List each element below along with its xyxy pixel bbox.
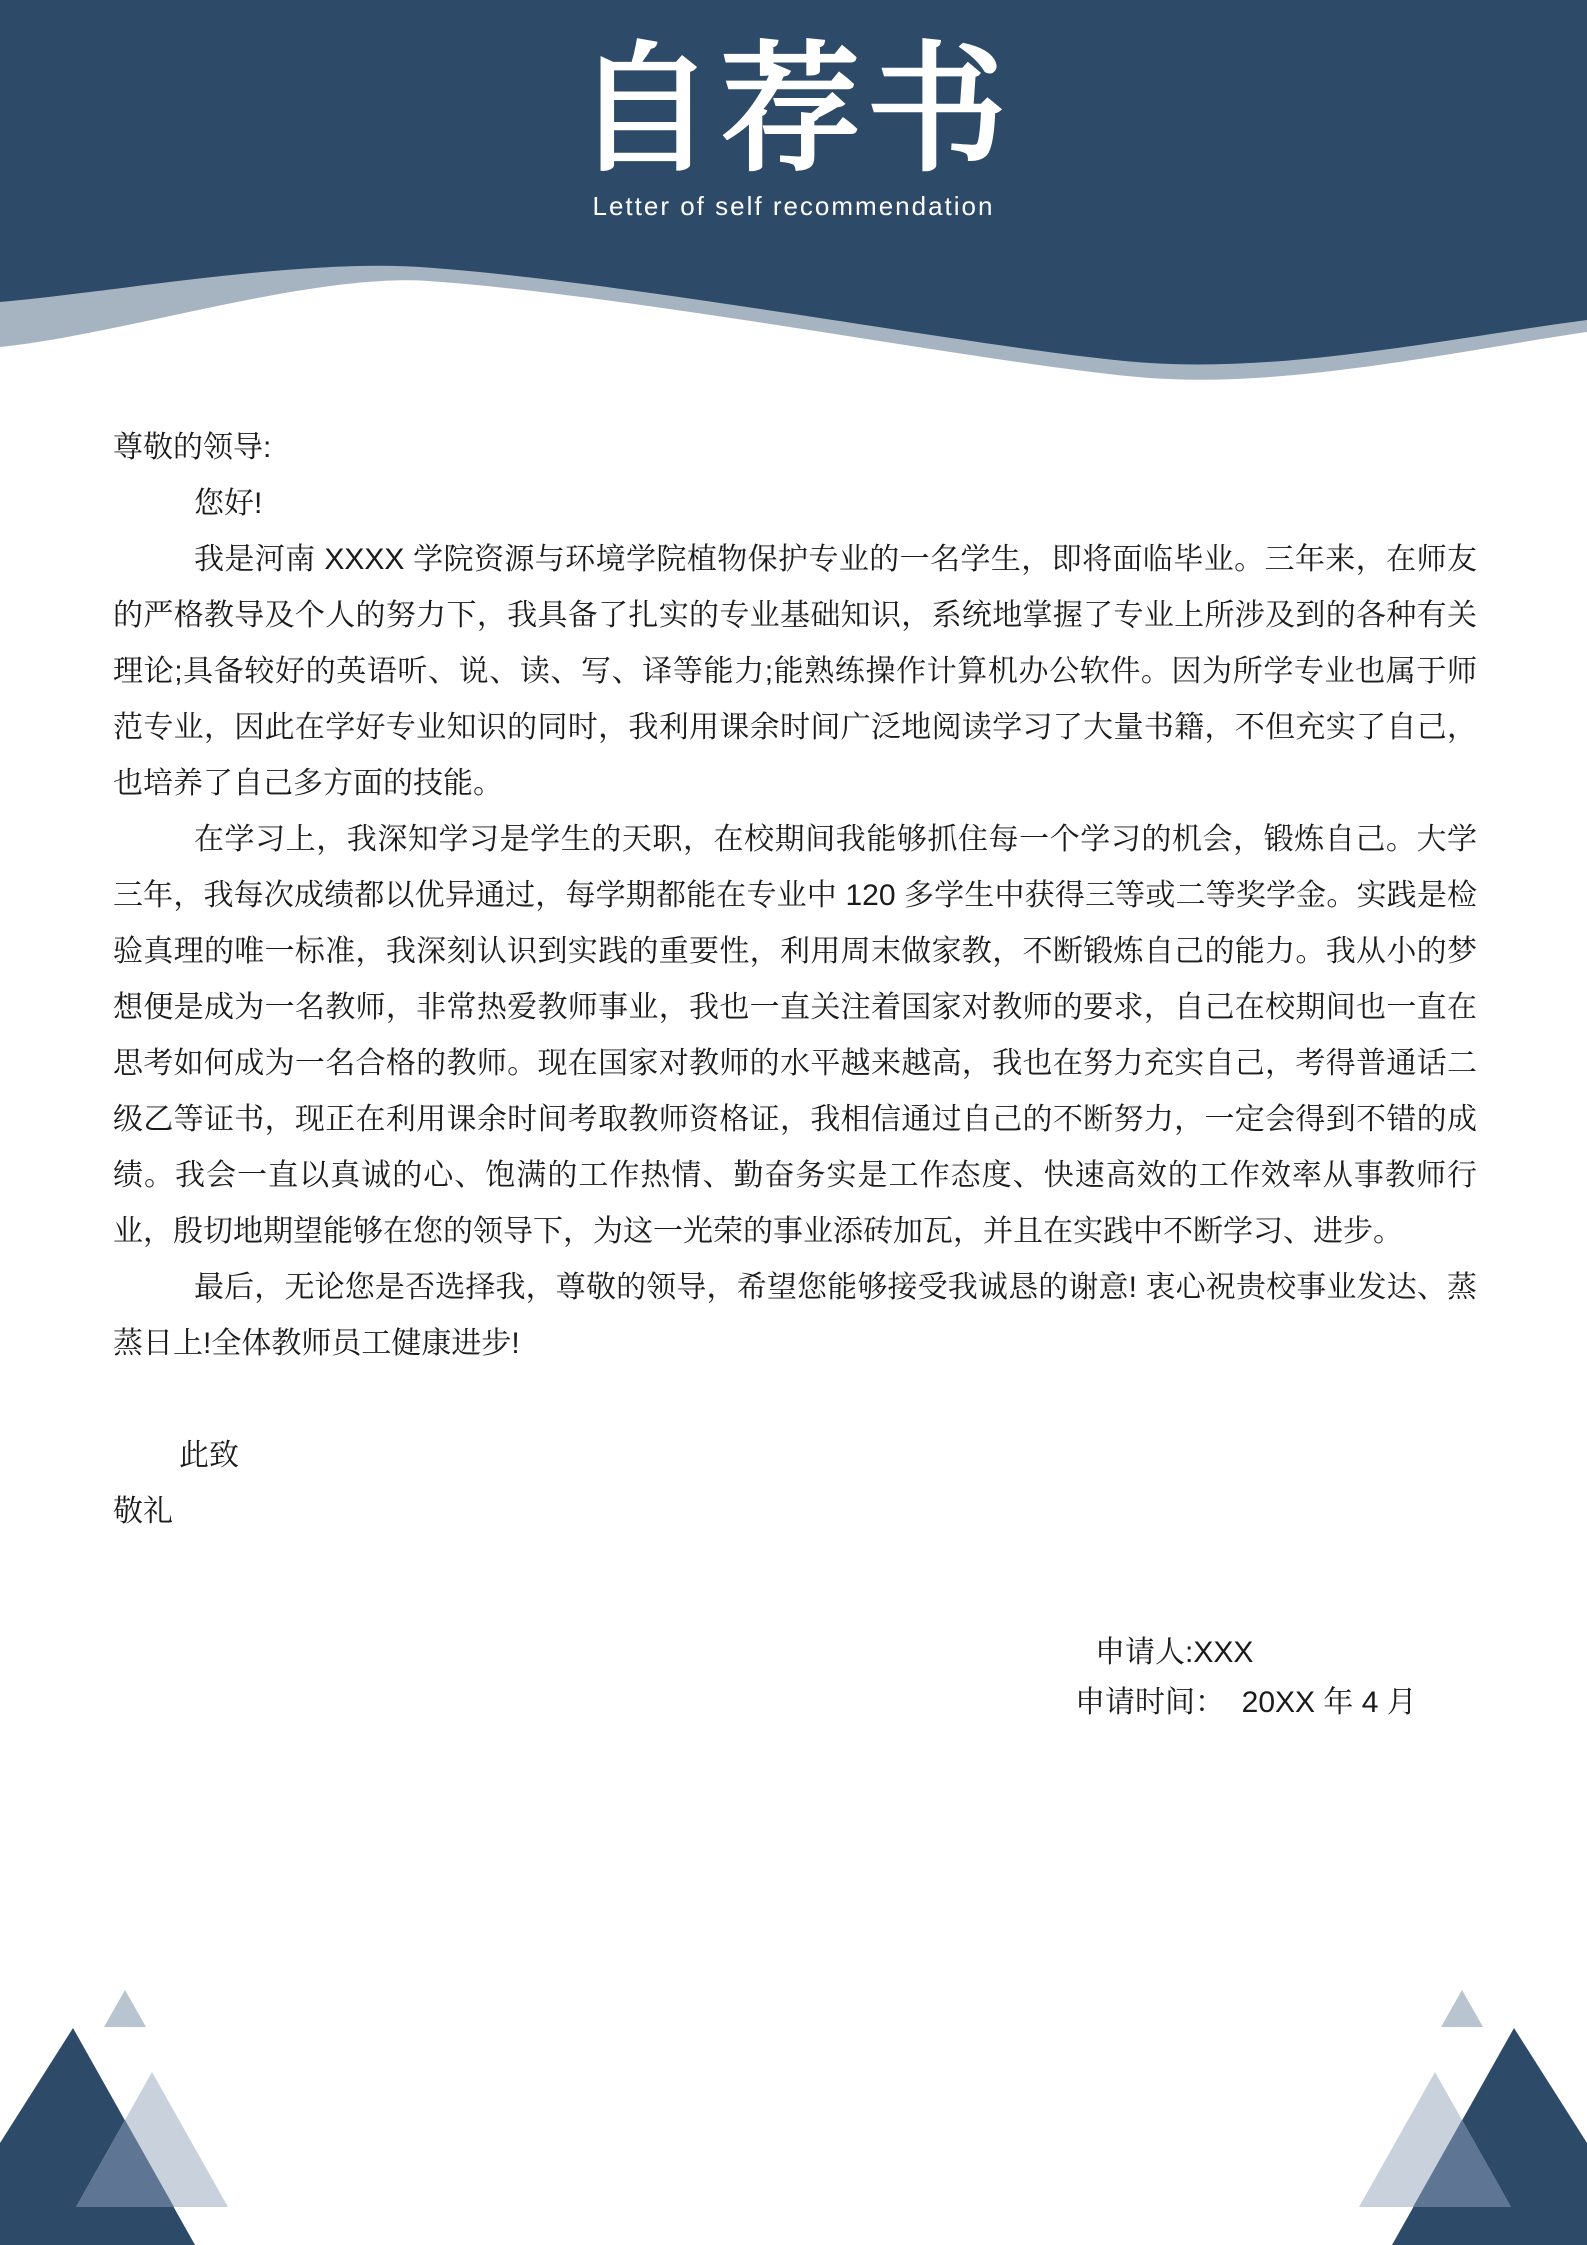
page-subtitle: Letter of self recommendation <box>592 191 995 222</box>
paragraph-2: 在学习上，我深知学习是学生的天职，在校期间我能够抓住每一个学习的机会，锻炼自己。大学三年，我每次成绩都以优异通过，每学期都能在专业中 120 多学生中获得三等或二等奖学金。实践是检验真理的唯一标准，我深刻认识到实践的重要性，利用周末做家教，不断锻炼自己的能力。我从小的梦想便是成为一名教师，非常热爱教师事业，我也一直关注着国家对教师的要求，自己在校期间也一直在思考如何成为一名合格的教师。现在国家对教师的水平越来越高，我也在努力充实自己，考得普通话二级乙等证书，现正在利用课余时间考取教师资格证，我相信通过自己的不断努力，一定会得到不错的成绩。我会一直以真诚的心、饱满的工作热情、勤奋务实是工作态度、快速高效的工作效率从事教师行业，殷切地期望能够在您的领导下，为这一光荣的事业添砖加瓦，并且在实践中不断学习、进步。 <box>113 823 1477 1248</box>
signature-applicant: 申请人:XXX <box>1095 1636 1254 1669</box>
triangle-small-left <box>104 1990 146 2027</box>
closing-cizhi: 此致 <box>179 1439 239 1472</box>
closing-jingli: 敬礼 <box>113 1495 173 1528</box>
page-title: 自荐书 <box>574 31 1013 188</box>
signature-block <box>1075 1628 1477 1728</box>
paragraph-1: 我是河南 XXXX 学院资源与环境学院植物保护专业的一名学生，即将面临毕业。三年来，在师友的严格教导及个人的努力下，我具备了扎实的专业基础知识，系统地掌握了专业上所涉及到的各种有关理论;具备较好的英语听、说、读、写、译等能力;能熟练操作计算机办公软件。因为所学专业也属于师范专业，因此在学好专业知识的同时，我利用课余时间广泛地阅读学习了大量书籍，不但充实了自己，也培养了自己多方面的技能。 <box>113 543 1477 800</box>
salutation: 尊敬的领导: <box>113 431 272 464</box>
greeting: 您好! <box>194 487 263 520</box>
letter-body <box>113 420 1477 1728</box>
header <box>0 31 1587 222</box>
triangle-small-right <box>1441 1990 1483 2027</box>
signature-date: 申请时间： 20XX 年 4 月 <box>1075 1686 1417 1719</box>
paragraph-3: 最后，无论您是否选择我，尊敬的领导，希望您能够接受我诚恳的谢意! 衷心祝贵校事业发达、蒸蒸日上!全体教师员工健康进步! <box>113 1271 1477 1360</box>
